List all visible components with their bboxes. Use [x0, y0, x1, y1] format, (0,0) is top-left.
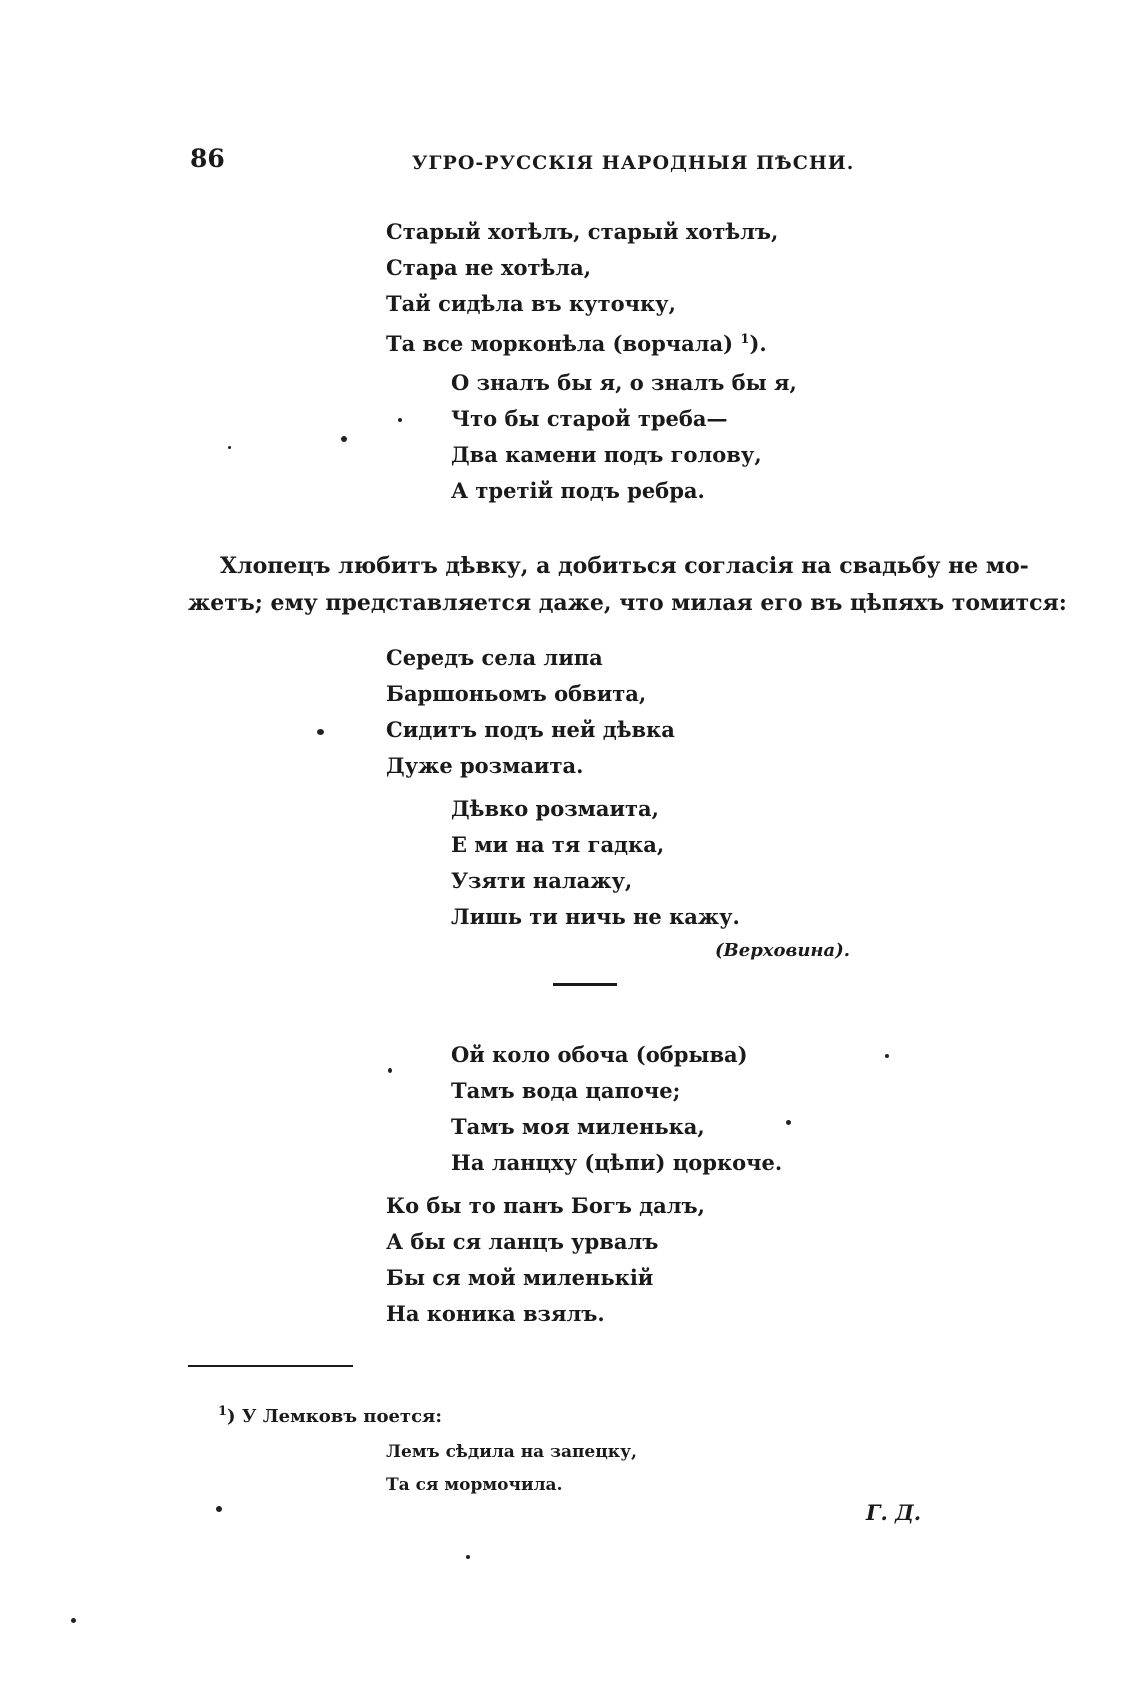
song2-stanza1	[386, 640, 675, 784]
verse-line: Ко бы то панъ Богъ далъ,	[386, 1193, 705, 1218]
scan-speck	[388, 1068, 392, 1073]
verse-line: Два камени подъ голову,	[451, 442, 762, 467]
verse-line: Е ми на тя гадка,	[451, 832, 665, 857]
verse-line: Старый хотѣлъ, старый хотѣлъ,	[386, 219, 779, 244]
verse-line-end: ).	[749, 331, 767, 356]
song1-stanza2	[451, 365, 797, 509]
scan-speck	[71, 1618, 76, 1623]
verse-line: На коника взялъ.	[386, 1301, 605, 1326]
scan-speck	[466, 1555, 470, 1559]
verse-line: А бы ся ланцъ урвалъ	[386, 1229, 659, 1254]
verse-line-text: Та все морконѣла (ворчала)	[386, 331, 734, 356]
footnote-intro	[218, 1404, 442, 1427]
verse-line: Бы ся мой миленькій	[386, 1265, 654, 1290]
footnote-rule	[188, 1365, 353, 1367]
verse-line: Дѣвко розмаита,	[451, 796, 659, 821]
verse-line: Тамъ вода цапоче;	[451, 1078, 681, 1103]
running-header: УГРО-РУССКІЯ НАРОДНЫЯ ПѢСНИ.	[412, 152, 855, 174]
footnote-line: Та ся мормочила.	[386, 1475, 563, 1495]
footnote-line: Лемъ сѣдила на запецку,	[386, 1442, 637, 1462]
song1-stanza1	[386, 214, 778, 362]
scan-speck	[885, 1054, 889, 1058]
verse-line: О зналъ бы я, о зналъ бы я,	[451, 370, 797, 395]
verse-line: Сидитъ подъ ней дѣвка	[386, 717, 675, 742]
verse-line: Тай сидѣла въ куточку,	[386, 291, 676, 316]
verse-line: А третій подъ ребра.	[451, 478, 705, 503]
source-attribution: (Верховина).	[715, 940, 850, 961]
scan-speck	[317, 729, 324, 735]
section-divider	[553, 983, 617, 986]
footnote-marker: 1	[218, 1404, 228, 1419]
page-number: 86	[190, 144, 225, 173]
verse-line: Дуже розмаита.	[386, 753, 584, 778]
scan-speck	[228, 446, 231, 449]
verse-line: Середъ села липа	[386, 645, 603, 670]
prose-line: жетъ; ему представляется даже, что милая его въ цѣпяхъ томится:	[188, 590, 1067, 616]
verse-line	[386, 322, 778, 362]
footnote-verse	[386, 1436, 637, 1502]
verse-line: Тамъ моя миленька,	[451, 1114, 705, 1139]
verse-line: Ой коло обоча (обрыва)	[451, 1042, 748, 1067]
song2-stanza2	[451, 791, 740, 935]
prose-line: Хлопецъ любитъ дѣвку, а добиться согласія на свадьбу не мо-	[220, 553, 1029, 579]
footnote-ref: 1	[740, 332, 750, 347]
song3-stanza2	[386, 1188, 705, 1332]
scan-speck	[786, 1120, 791, 1125]
prose-paragraph	[188, 548, 1067, 622]
verse-line: Лишь ти ничь не кажу.	[451, 904, 740, 929]
verse-line: Стара не хотѣла,	[386, 255, 592, 280]
verse-line: На ланцху (цѣпи) цоркоче.	[451, 1150, 783, 1175]
verse-line: Что бы старой треба—	[451, 406, 728, 431]
scan-speck	[341, 436, 347, 442]
signature: Г. Д.	[866, 1500, 922, 1525]
footnote-intro-text: ) У Лемковъ поется:	[227, 1406, 442, 1427]
song3-stanza1	[451, 1037, 782, 1181]
verse-line: Узяти налажу,	[451, 868, 633, 893]
verse-line: Баршоньомъ обвита,	[386, 681, 647, 706]
scan-speck	[398, 418, 402, 422]
scan-speck	[216, 1506, 222, 1512]
